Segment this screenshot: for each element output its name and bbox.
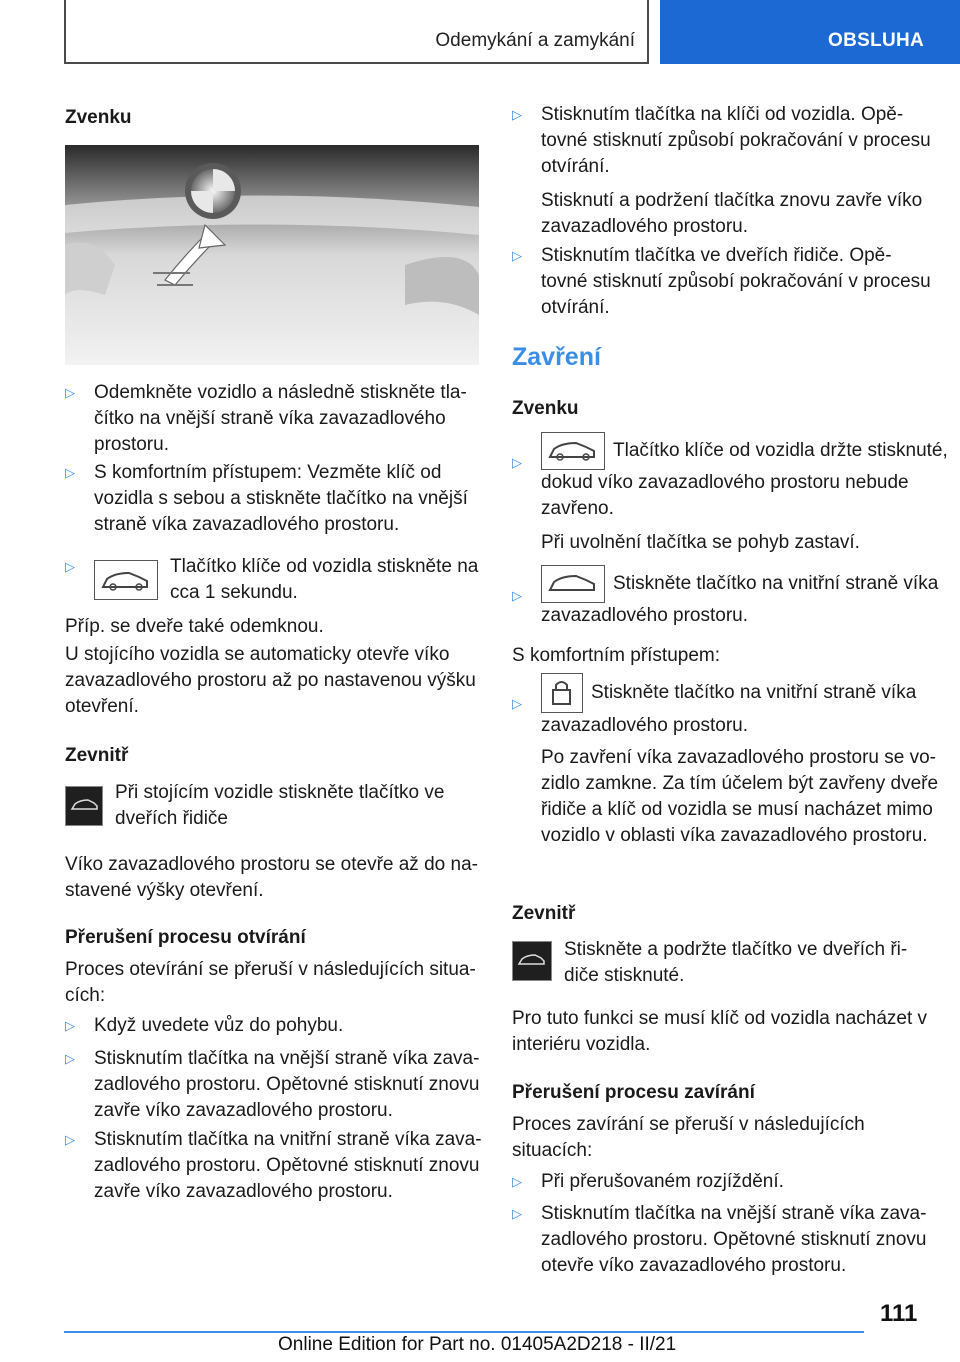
heading-inside-close: Zevnitř bbox=[512, 903, 576, 924]
list-item: ▷ Stisknutím tlačítka na vnitřní straně víka zavazadlového prostoru. Opětovné stisknutí znovu zavře víko zavazadlového prostoru. bbox=[65, 1129, 482, 1202]
header-frame bbox=[64, 0, 649, 64]
trunk-inside-button-icon bbox=[541, 565, 605, 603]
bullet-triangle-icon: ▷ bbox=[65, 1051, 75, 1066]
trunk-handle-illustration bbox=[65, 145, 479, 365]
heading-outside-close: Zvenku bbox=[512, 398, 579, 419]
list-item: ▷ Tlačítko klíče od vozidla držte stisknuté, dokud víko zavazadlového prostoru nebude zavřeno. Při uvolnění tlačítka se pohyb zastaví. bbox=[512, 432, 959, 556]
list-item: ▷ Stisknutím tlačítka na klíči od vozidla. Opětovné stisknutí způsobí pokračování v procesu otvírání. Stisknutí a podržení tlačítka znovu zavře víko zavazadlového prostoru. bbox=[512, 104, 931, 237]
trunk-button-photo bbox=[65, 145, 479, 365]
list-item: ▷ S komfortním přístupem: Vezměte klíč od vozidla s sebou a stiskněte tlačítko na vnější straně víka zavazadlového prostoru. bbox=[65, 462, 468, 535]
bullet-triangle-icon: ▷ bbox=[512, 455, 522, 470]
edition-note: Online Edition for Part no. 01405A2D218 - II/21 bbox=[278, 1334, 677, 1355]
heading-inside: Zevnitř bbox=[65, 745, 129, 766]
key-interior-note: Pro tuto funkci se musí klíč od vozidla nacházet v interiéru vozidla. bbox=[512, 1008, 928, 1055]
section-title: Odemykání a zamykání bbox=[435, 30, 635, 51]
bullet-triangle-icon: ▷ bbox=[65, 559, 75, 574]
note-auto-open: U stojícího vozidla se automaticky otevře víko zavazadlového prostoru až po nastavenou výšku otevření. bbox=[65, 644, 476, 717]
heading-close: Zavření bbox=[512, 343, 601, 371]
lock-icon bbox=[541, 673, 583, 713]
interrupt-intro: Proces otevírání se přeruší v následujících situacích: bbox=[65, 959, 476, 1006]
bullet-triangle-icon: ▷ bbox=[512, 588, 522, 603]
bullet-triangle-icon: ▷ bbox=[65, 1018, 75, 1033]
bullet-triangle-icon: ▷ bbox=[512, 248, 522, 263]
bullet-triangle-icon: ▷ bbox=[512, 107, 522, 122]
interrupt-close-intro: Proces zavírání se přeruší v následujících situacích: bbox=[512, 1114, 865, 1161]
list-item: ▷ Odemkněte vozidlo a následně stiskněte tlačítko na vnější straně víka zavazadlového prostoru. bbox=[65, 382, 467, 455]
list-item: ▷ Když uvedete vůz do pohybu. bbox=[65, 1013, 484, 1039]
inside-instruction: Při stojícím vozidle stiskněte tlačítko ve dveřích řidiče bbox=[65, 780, 479, 832]
chapter-label: OBSLUHA bbox=[828, 30, 925, 51]
chapter-tab bbox=[660, 0, 960, 64]
car-key-trunk-icon bbox=[94, 560, 158, 600]
door-trunk-button-icon bbox=[512, 941, 552, 981]
bullet-triangle-icon: ▷ bbox=[65, 385, 75, 400]
inside-note: Víko zavazadlového prostoru se otevře až do nastavené výšky otevření. bbox=[65, 854, 478, 901]
heading-interrupt-close: Přerušení procesu zavírání bbox=[512, 1082, 755, 1103]
inside-close-instruction: Stiskněte a podržte tlačítko ve dveřích řidiče stisknuté. bbox=[512, 937, 930, 989]
page-number: 111 bbox=[880, 1300, 918, 1327]
door-trunk-button-icon bbox=[65, 786, 103, 826]
list-item: ▷ Stisknutím tlačítka ve dveřích řidiče. Opětovné stisknutí způsobí pokračování v procesu otvírání. bbox=[512, 245, 931, 318]
list-item: ▷ Při přerušovaném rozjíždění. bbox=[512, 1169, 959, 1195]
heading-outside: Zvenku bbox=[65, 107, 132, 128]
car-key-trunk-icon bbox=[541, 432, 605, 470]
bullet-triangle-icon: ▷ bbox=[65, 1132, 75, 1147]
heading-interrupt-open: Přerušení procesu otvírání bbox=[65, 927, 306, 948]
bullet-triangle-icon: ▷ bbox=[512, 696, 522, 711]
list-item: ▷ Tlačítko klíče od vozidla stiskněte na cca 1 sekundu. bbox=[65, 556, 479, 603]
bullet-triangle-icon: ▷ bbox=[512, 1206, 522, 1221]
bullet-triangle-icon: ▷ bbox=[512, 1174, 522, 1189]
comfort-access-label: S komfortním přístupem: bbox=[512, 645, 721, 666]
list-item: ▷ Stisknutím tlačítka na vnější straně víka zavazadlového prostoru. Opětovné stisknutí znovu otevře víko zavazadlového prostoru. bbox=[512, 1203, 927, 1276]
bullet-triangle-icon: ▷ bbox=[65, 465, 75, 480]
footer-divider bbox=[64, 1331, 864, 1333]
list-item: ▷ Stiskněte tlačítko na vnitřní straně víka zavazadlového prostoru. Po zavření víka zavazadlového prostoru se vozidlo zamkne. Za tím účelem být zavřeny dveře řidiče a klíč od vozidla se musí nacházet mimo vozidlo v oblasti víka zavazadlového prostoru. bbox=[512, 673, 959, 849]
note-doors: Příp. se dveře také odemknou. bbox=[65, 616, 324, 637]
list-item: ▷ Stiskněte tlačítko na vnitřní straně víka zavazadlového prostoru. bbox=[512, 565, 959, 629]
list-item: ▷ Stisknutím tlačítka na vnější straně víka zavazadlového prostoru. Opětovné stisknutí znovu zavře víko zavazadlového prostoru. bbox=[65, 1048, 480, 1121]
